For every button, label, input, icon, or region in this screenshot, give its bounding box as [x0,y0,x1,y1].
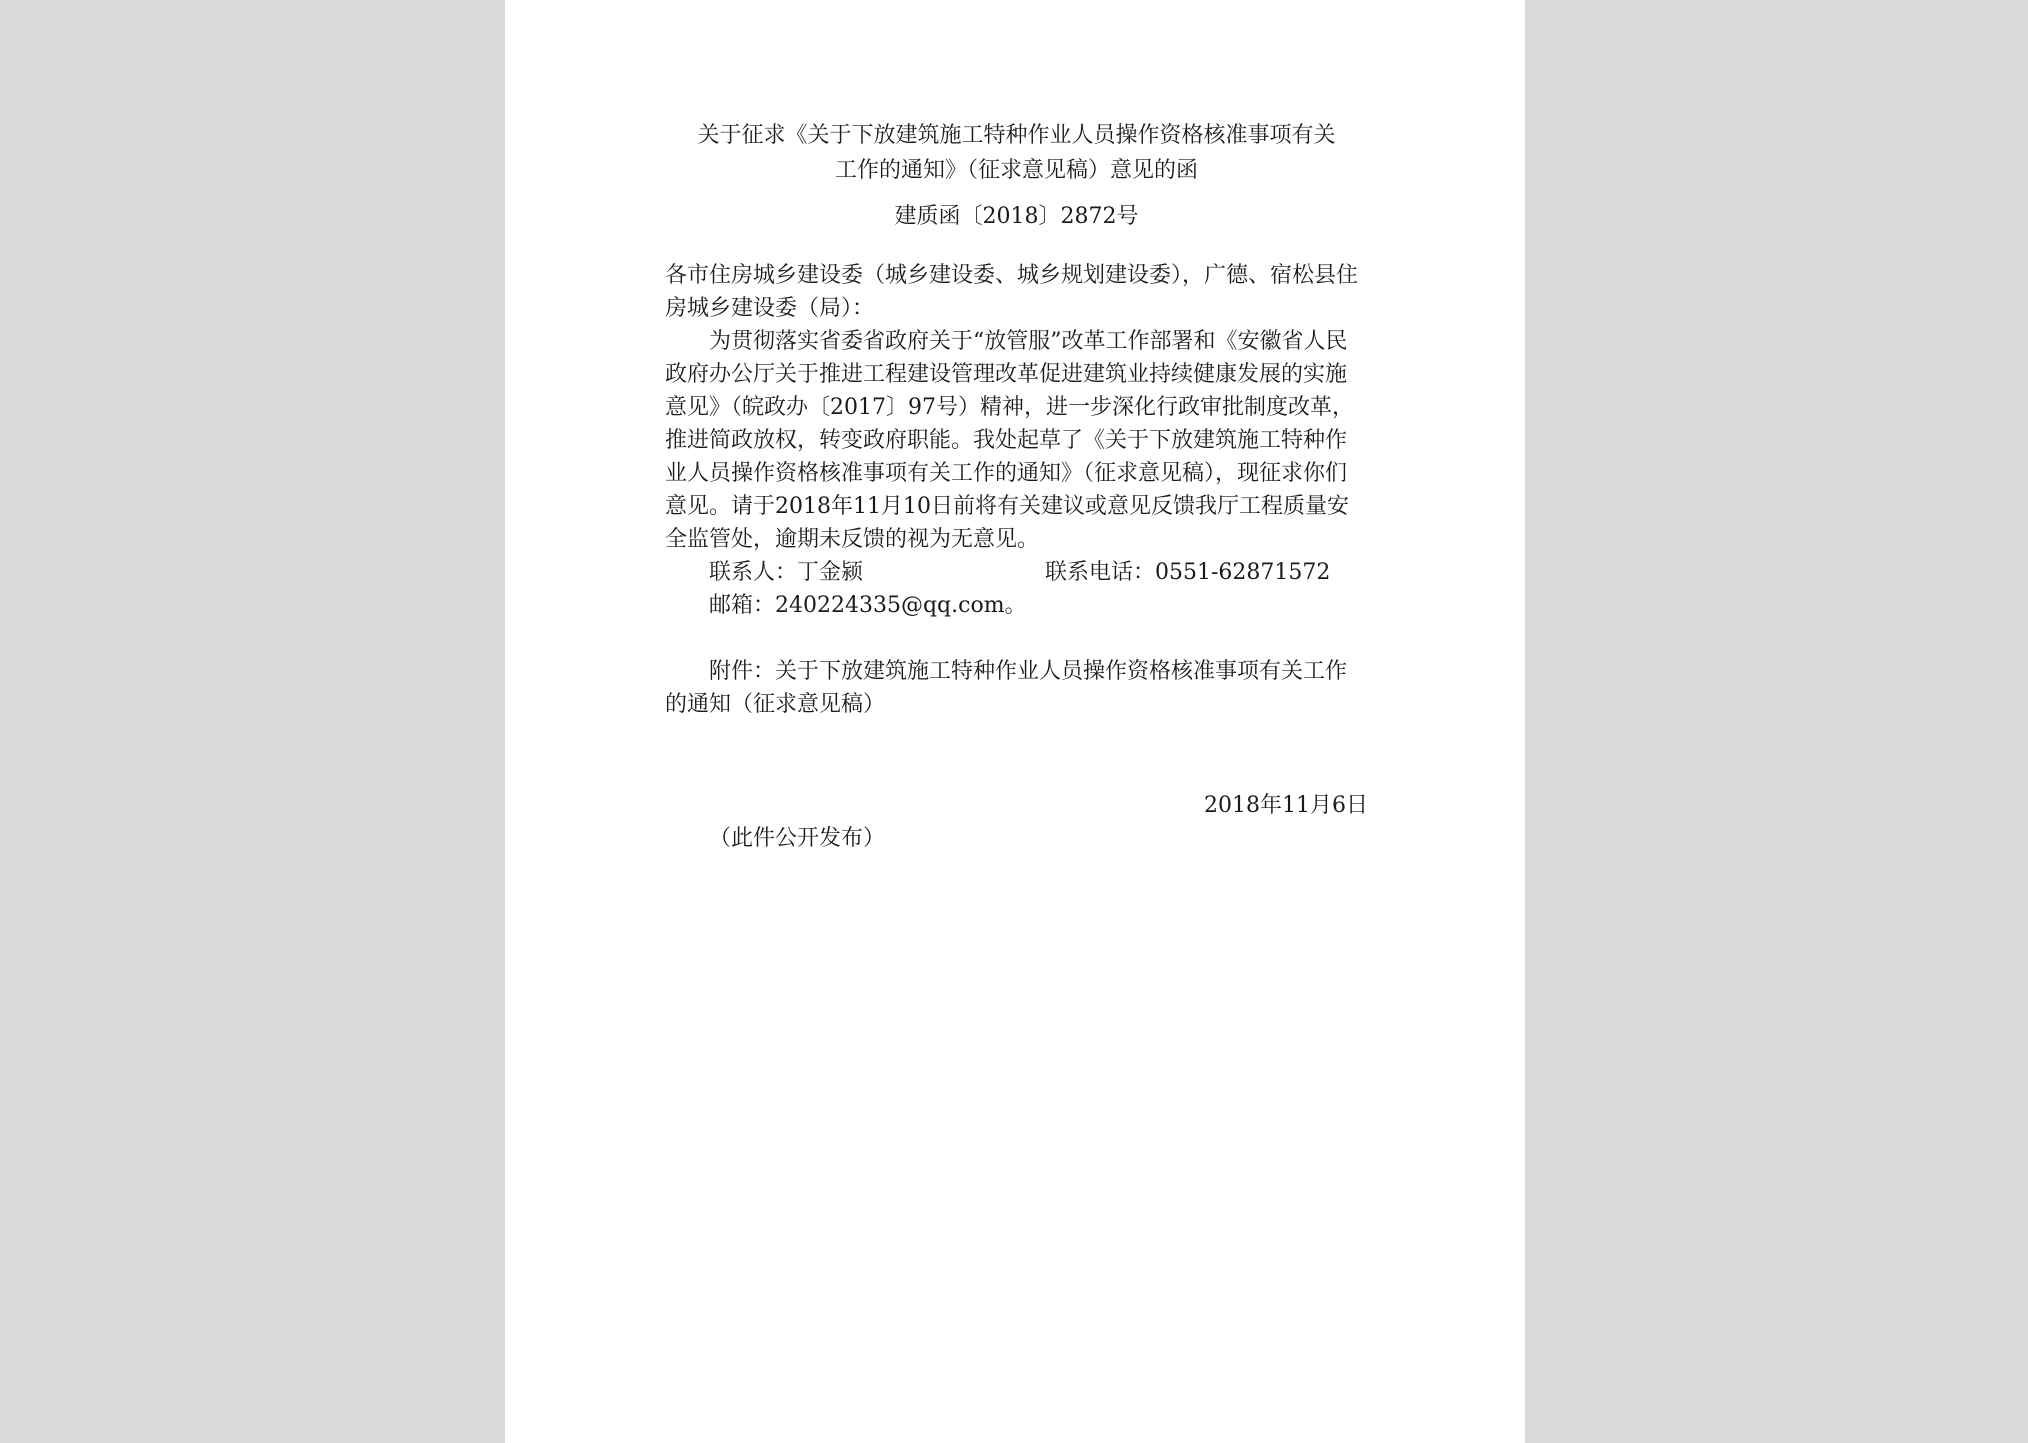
contact-email: 邮箱：240224335@qq.com。 [709,593,1027,618]
document-title [665,118,1368,188]
email-line [665,589,1368,622]
body-paragraph: 为贯彻落实省委省政府关于“放管服”改革工作部署和《安徽省人民政府办公厅关于推进工程建设管理改革促进建筑业持续健康发展的实施意见》（皖政办〔2017〕97号）精神，进一步深化行政审批制度改革，推进简政放权，转变政府职能。我处起草了《关于下放建筑施工特种作业人员操作资格核准事项有关工作的通知》（征求意见稿），现征求你们意见。请于2018年11月10日前将有关建议或意见反馈我厅工程质量安全监管处，逾期未反馈的视为无意见。 [665,329,1354,552]
addressee: 各市住房城乡建设委（城乡建设委、城乡规划建设委），广德、宿松县住房城乡建设委（局）： [665,263,1359,321]
contact-line [665,556,1368,589]
attachment-note: 附件：关于下放建筑施工特种作业人员操作资格核准事项有关工作的通知（征求意见稿） [665,659,1348,717]
contact-person: 联系人：丁金颍 [709,560,864,585]
document-date: 2018年11月6日 [1204,793,1368,818]
document-page [505,0,1525,1443]
contact-phone: 联系电话：0551-62871572 [1045,560,1331,585]
document-content [665,118,1368,855]
title-line-2: 工作的通知》（征求意见稿）意见的函 [834,158,1198,183]
title-line-1: 关于征求《关于下放建筑施工特种作业人员操作资格核准事项有关 [697,123,1336,148]
document-number: 建质函〔2018〕2872号 [894,204,1139,229]
public-release-note: （此件公开发布） [709,826,886,851]
